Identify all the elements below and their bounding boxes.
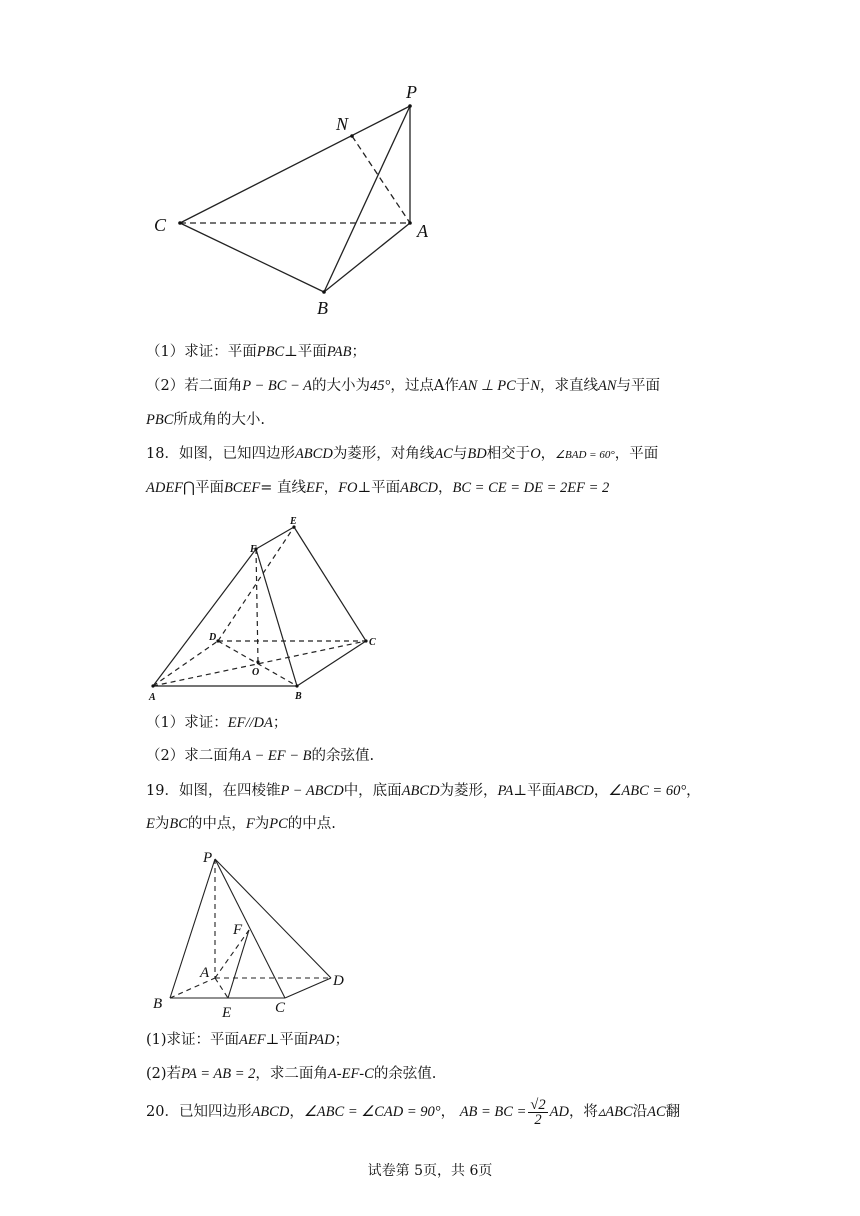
edge-pd	[215, 859, 331, 978]
label-a: A	[417, 221, 428, 241]
label-c: C	[369, 637, 376, 648]
q17-part2-cont: PBC所成角的大小.	[146, 412, 265, 428]
edge-fe	[256, 527, 294, 549]
label-d: D	[333, 973, 344, 989]
edge-ba-dashed	[170, 978, 215, 998]
figure-pyramid-pabcd	[145, 846, 355, 1021]
label-f: F	[250, 544, 257, 555]
edge-fb	[256, 549, 297, 686]
segment-ef	[228, 930, 249, 998]
edge-cd	[285, 978, 331, 998]
figure-pyramid-pabc	[140, 80, 460, 325]
label-n: N	[336, 114, 349, 134]
label-p: P	[203, 850, 213, 866]
label-b: B	[153, 996, 163, 1012]
edge-ec	[294, 527, 366, 641]
q17-part2: （2）若二面角P − BC − A的大小为45°，过点A作AN ⊥ PC于N，求直线AN与平面	[146, 378, 660, 394]
q19-part1: (1)求证：平面AEF⊥平面PAD；	[146, 1032, 350, 1048]
label-p: P	[406, 82, 417, 102]
label-e: E	[290, 516, 297, 527]
q18-stem-line2: ADEF⋂平面BCEF= 直线EF，FO⊥平面ABCD，BC = CE = DE = 2EF = 2	[146, 480, 610, 496]
edge-ba	[324, 223, 410, 292]
page-footer: 试卷第 5页，共 6页	[367, 1163, 493, 1179]
label-o: O	[252, 667, 260, 678]
segment-fo-dashed	[256, 549, 258, 662]
label-e: E	[222, 1005, 232, 1021]
q19-stem-line2: E为BC的中点，F为PC的中点.	[146, 816, 336, 832]
label-a: A	[200, 965, 210, 981]
label-f: F	[233, 922, 243, 938]
edge-ad-dashed	[153, 641, 218, 686]
q19-stem-line1: 19．如图，在四棱锥P − ABCD中，底面ABCD为菱形，PA⊥平面ABCD，∠ABC = 60°，	[146, 783, 701, 799]
segment-af-dashed	[215, 930, 249, 978]
label-c: C	[154, 215, 167, 235]
label-c: C	[275, 1000, 286, 1016]
label-d: D	[209, 632, 217, 643]
segment-ae-dashed	[215, 978, 228, 998]
q19-part2: (2)若PA = AB = 2，求二面角A-EF-C的余弦值.	[146, 1066, 437, 1082]
edge-cp	[180, 106, 410, 223]
q20-stem: 20．已知四边形ABCD，∠ABC = ∠CAD = 90°， AB = BC = $\frac{√2}{2}$ AD，将▵ABC沿AC翻	[146, 1096, 681, 1128]
q18-part1: （1）求证：EF//DA；	[146, 715, 288, 731]
figure-polyhedron-abcdef	[140, 512, 390, 704]
label-b: B	[295, 691, 302, 702]
edge-na-dashed	[352, 136, 410, 223]
fraction-sqrt2-over-2: $\frac{√2}{2}$	[530, 1096, 546, 1128]
label-a: A	[149, 692, 156, 703]
label-b: B	[317, 298, 328, 318]
edge-cb	[180, 223, 324, 292]
edge-pc	[215, 859, 285, 998]
edge-af	[153, 549, 256, 686]
q18-stem-line1: 18．如图，已知四边形ABCD为菱形，对角线AC与BD相交于O，∠BAD = 60°，平面	[146, 446, 659, 462]
q17-part1: （1）求证：平面PBC⊥平面PAB；	[146, 344, 366, 360]
q18-part2: （2）求二面角A − EF − B的余弦值.	[146, 748, 375, 764]
